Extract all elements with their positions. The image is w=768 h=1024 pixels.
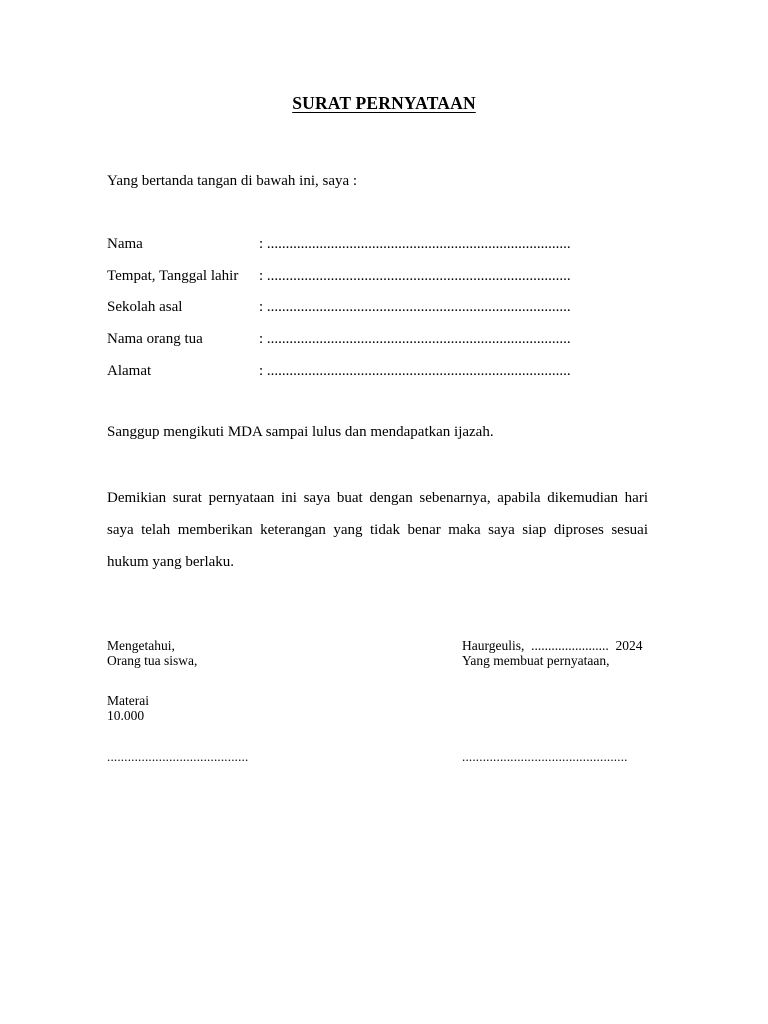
field-value: : ................................................................................. <box>259 236 571 252</box>
materai-stamp-label <box>107 693 149 723</box>
signature-right-line: ................................................ <box>462 749 628 764</box>
field-tempat-tanggal-lahir <box>107 268 571 285</box>
signature-right-line1: Haurgeulis, ....................... 2024 <box>462 638 643 653</box>
document-title <box>0 93 768 114</box>
closing-paragraph: Demikian surat pernyataan ini saya buat dengan sebenarnya, apabila dikemudian hari saya telah memberikan keterangan yang tidak benar maka saya siap diproses sesuai hukum yang berlaku. <box>107 490 648 570</box>
field-sekolah-asal <box>107 299 571 316</box>
field-nama <box>107 236 571 253</box>
field-label: Tempat, Tanggal lahir <box>107 268 239 284</box>
field-label: Nama <box>107 236 143 252</box>
signature-left-line2: Orang tua siswa, <box>107 653 198 668</box>
field-value: : ................................................................................. <box>259 331 571 347</box>
field-nama-orang-tua <box>107 331 571 348</box>
statement-text: Sanggup mengikuti MDA sampai lulus dan mendapatkan ijazah. <box>107 424 494 440</box>
field-value: : ................................................................................. <box>259 363 571 379</box>
field-alamat <box>107 363 571 380</box>
document-title-text: SURAT PERNYATAAN <box>292 93 476 113</box>
signature-right <box>462 638 643 668</box>
signature-left <box>107 638 197 668</box>
field-label: Nama orang tua <box>107 331 203 347</box>
signature-left-line1: Mengetahui, <box>107 638 175 653</box>
materai-amount: 10.000 <box>107 708 145 723</box>
field-label: Sekolah asal <box>107 299 183 315</box>
signature-left-line: ......................................... <box>107 749 249 764</box>
signature-right-line2: Yang membuat pernyataan, <box>462 653 610 668</box>
materai-text: Materai <box>107 693 149 708</box>
field-label: Alamat <box>107 363 152 379</box>
intro-text: Yang bertanda tangan di bawah ini, saya : <box>107 173 358 189</box>
field-value: : ................................................................................. <box>259 268 571 284</box>
field-value: : ................................................................................. <box>259 299 571 315</box>
